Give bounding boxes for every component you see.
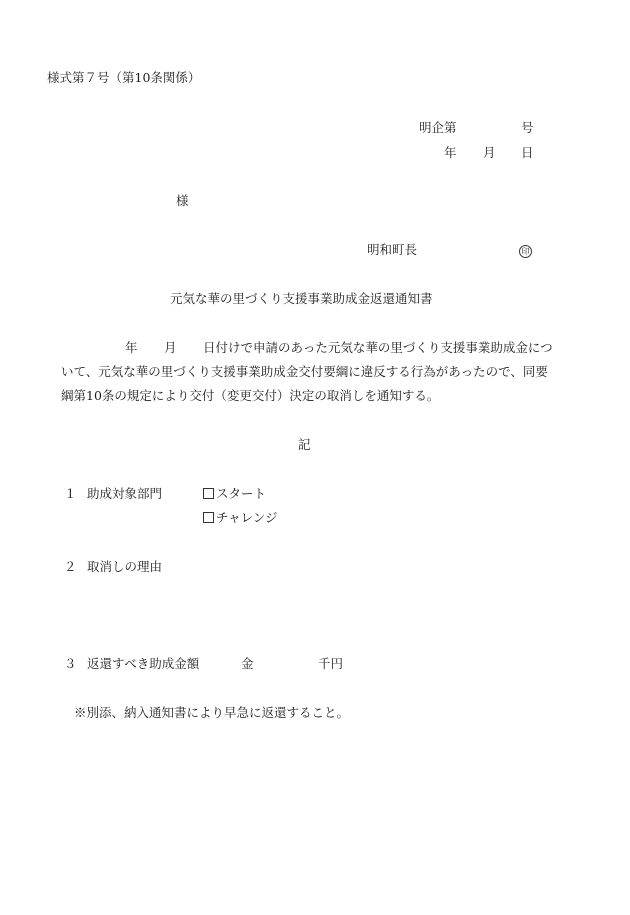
body-year: 年 [125, 340, 138, 355]
ki-heading: 記 [298, 437, 311, 452]
option-start [203, 486, 266, 502]
body-line-2: いて、元気な華の里づくり支援事業助成金交付要綱に違反する行為があったので、同要 [61, 364, 548, 379]
doc-number-suffix: 号 [521, 120, 534, 135]
checkbox-icon [203, 512, 214, 523]
option-start-label: スタート [216, 486, 267, 501]
body-month: 月 [164, 340, 177, 355]
doc-number-prefix: 明企第 [419, 120, 457, 135]
body-line-1: 日付けで申請のあった元気な華の里づくり支援事業助成金につ [203, 340, 553, 355]
note: ※別添、納入通知書により早急に返還すること。 [74, 705, 350, 720]
document-title: 元気な華の里づくり支援事業助成金返還通知書 [170, 291, 433, 306]
item2-label: 取消しの理由 [87, 559, 163, 574]
item3-label: 返還すべき助成金額 [87, 656, 200, 671]
item1-number: １ [64, 486, 77, 501]
date-day: 日 [521, 145, 534, 160]
body-line-3: 綱第10条の規定により交付（変更交付）決定の取消しを通知する。 [61, 388, 440, 403]
item3-amount-prefix: 金 [241, 656, 254, 671]
item1-label: 助成対象部門 [87, 486, 163, 501]
addressee-suffix: 様 [176, 193, 189, 208]
option-challenge [203, 510, 278, 526]
date-month: 月 [483, 145, 496, 160]
seal-mark [519, 242, 532, 258]
item2-number: ２ [64, 559, 77, 574]
seal-icon: 印 [519, 245, 532, 258]
sender-title: 明和町長 [367, 242, 418, 257]
option-challenge-label: チャレンジ [216, 510, 278, 525]
date-year: 年 [444, 145, 457, 160]
item3-number: ３ [64, 656, 77, 671]
checkbox-icon [203, 488, 214, 499]
item3-unit: 千円 [318, 656, 344, 671]
form-number: 様式第７号（第10条関係） [47, 70, 201, 85]
